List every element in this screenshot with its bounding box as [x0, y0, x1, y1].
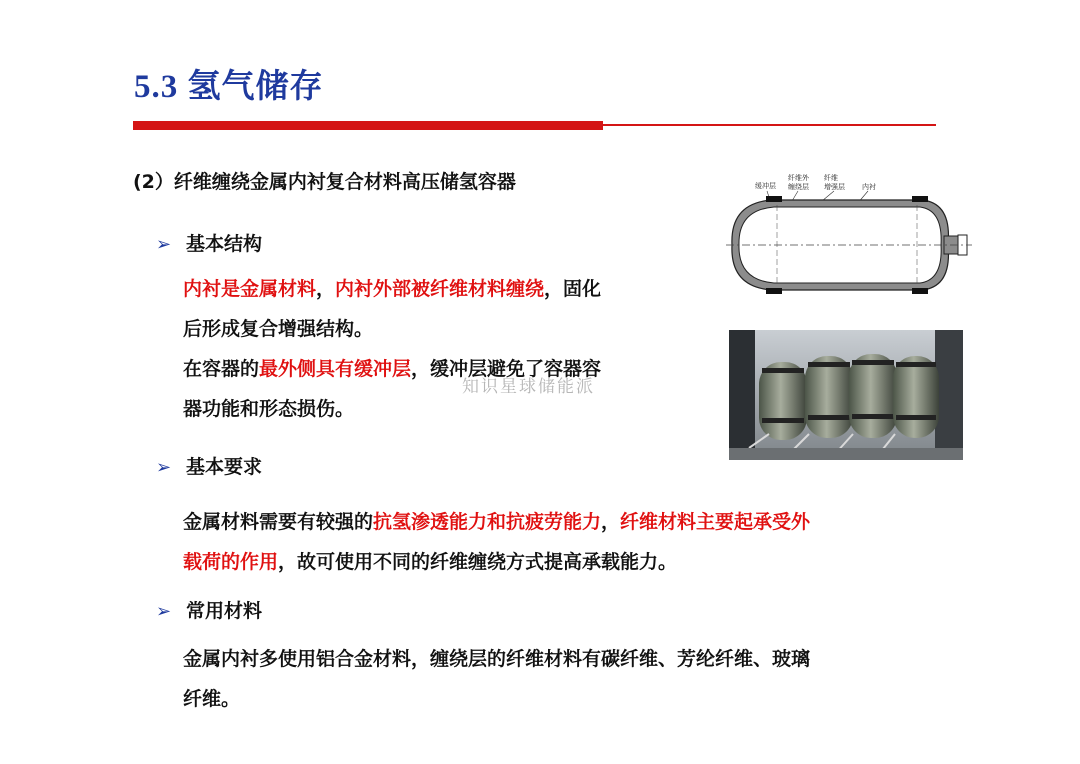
text-run: 金属内衬多使用铝合金材料，缠绕层的纤维材料有碳纤维、芳纶纤维、玻璃 [183, 648, 811, 670]
text-run: ，缓冲层避免了容器容 [411, 358, 602, 380]
bullet-label: 基本结构 [186, 233, 263, 255]
title-underline-thin [603, 124, 936, 126]
requirements-paragraph [183, 502, 810, 582]
cylinder [805, 356, 853, 438]
text-line [183, 502, 810, 542]
bullet-basic-requirements [156, 452, 262, 479]
text-run: 在容器的 [183, 358, 260, 380]
cylinders-photo [729, 330, 963, 460]
subtitle: (2）纤维缠绕金属内衬复合材料高压储氢容器 [133, 171, 516, 193]
highlight-text: 抗氢渗透能力和抗疲劳能力 [373, 511, 602, 533]
materials-paragraph [183, 639, 810, 719]
bullet-common-materials [156, 596, 262, 623]
structure-paragraph [183, 269, 601, 429]
text-line [183, 679, 810, 719]
text-run: 金属材料需要有较强的 [183, 511, 374, 533]
cylinder [759, 362, 807, 440]
highlight-text: 载荷的作用 [183, 551, 279, 573]
text-run: ， [316, 278, 336, 300]
label-reinforce-2: 增强层 [824, 183, 845, 191]
label-buffer: 缓冲层 [755, 182, 776, 190]
text-line [183, 269, 601, 309]
text-run: ， [601, 511, 621, 533]
bullet-label: 基本要求 [186, 456, 263, 478]
label-reinforce-1: 纤维 [824, 174, 838, 182]
text-line [183, 542, 810, 582]
text-run: ，故可使用不同的纤维缠绕方式提高承载能力。 [278, 551, 678, 573]
highlight-text: 纤维材料主要起承受外 [620, 511, 811, 533]
bullet-arrow-icon: ➢ [156, 601, 172, 622]
text-run: 纤维。 [183, 688, 241, 710]
title-underline-thick [133, 121, 603, 130]
cylinder [849, 354, 897, 438]
watermark: 知识星球储能派 [462, 377, 595, 397]
bullet-label: 常用材料 [186, 600, 263, 622]
text-line [183, 309, 601, 349]
label-winding-1: 纤维外 [788, 174, 809, 182]
cylinder [893, 356, 939, 438]
bullet-basic-structure [156, 229, 262, 256]
highlight-text: 内衬外部被纤维材料缠绕 [335, 278, 545, 300]
text-run: 后形成复合增强结构。 [183, 318, 374, 340]
text-run: 器功能和形态损伤。 [183, 398, 355, 420]
bullet-arrow-icon: ➢ [156, 457, 172, 478]
vessel-cross-section-diagram [722, 165, 977, 315]
text-run: ，固化 [544, 278, 602, 300]
text-line [183, 639, 810, 679]
slide-title: 5.3 氢气储存 [134, 69, 324, 105]
label-liner: 内衬 [862, 183, 876, 191]
highlight-text: 内衬是金属材料 [183, 278, 317, 300]
highlight-text: 最外侧具有缓冲层 [259, 358, 412, 380]
bullet-arrow-icon: ➢ [156, 234, 172, 255]
label-winding-2: 缠绕层 [788, 183, 809, 191]
